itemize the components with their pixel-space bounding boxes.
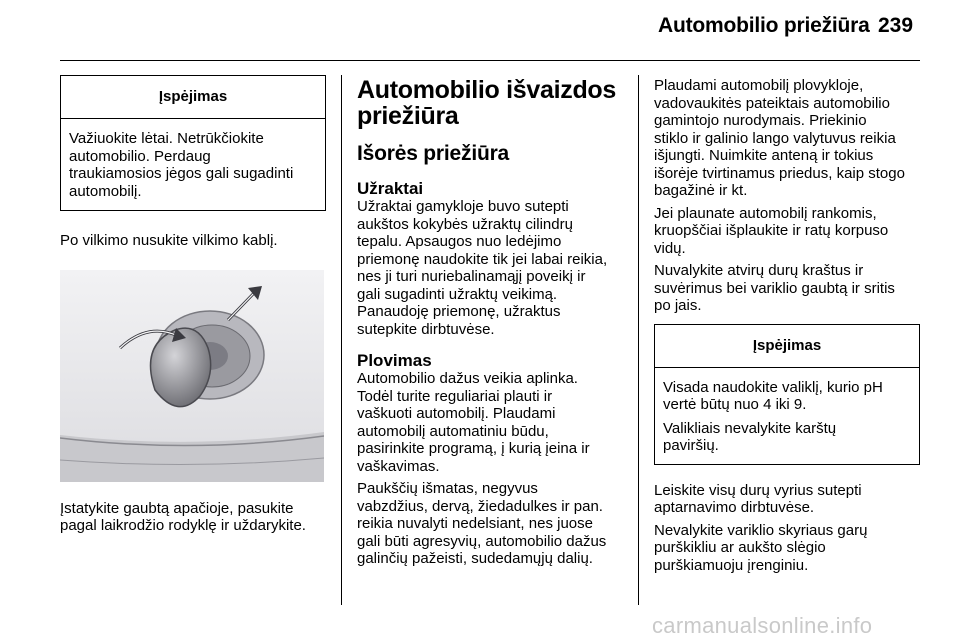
warning-line: automobilio. Perdaug	[69, 147, 211, 165]
engine-line: purškiamuoju įrenginiu.	[654, 556, 809, 574]
header-title: Automobilio priežiūra	[658, 14, 870, 37]
warning-line: Važiuokite lėtai. Netrūkčiokite	[69, 130, 264, 147]
column-divider-1	[341, 75, 342, 605]
washing-line: vaškuoti automobilį. Plaudami	[357, 405, 556, 422]
washing-heading: Plovimas	[357, 351, 432, 370]
washing-line: vaškavimas.	[357, 457, 440, 475]
car-wash-line: bagažinė ir kt.	[654, 182, 748, 199]
doors-line: po jais.	[654, 297, 702, 314]
car-wash-line: Plaudami automobilį plovykloje,	[654, 77, 864, 94]
car-wash-line: vadovaukitės pateiktais automobilio	[654, 94, 890, 112]
doors-line: suvėrimus bei variklio gaubtą ir sritis	[654, 279, 895, 297]
doors-line: Nuvalykite atvirų durų kraštus ir	[654, 262, 864, 279]
caption-line: Įstatykite gaubtą apačioje, pasukite	[60, 499, 294, 517]
warning-title: Įspėjimas	[655, 325, 919, 368]
column-2	[357, 75, 624, 568]
locks-line: tepalu. Apsaugos nuo ledėjimo	[357, 233, 562, 250]
header-rule	[60, 60, 920, 61]
warning-box-cleaner	[654, 324, 920, 465]
cover-drawing	[60, 270, 324, 482]
warning-line: traukiamosios jėgos gali sugadinti	[69, 165, 294, 182]
washing-line: reikia nuvalyti nedelsiant, nes juose	[357, 515, 593, 532]
locks-line: sutepkite dirbtuvėse.	[357, 320, 495, 338]
washing-line: Automobilio dažus veikia aplinka.	[357, 370, 578, 387]
warning-line: Visada naudokite valiklį, kurio pH	[663, 378, 883, 396]
engine-line: Nevalykite variklio skyriaus garų	[654, 521, 868, 539]
hand-wash-line: kruopščiai išplaukite ir ratų korpuso	[654, 222, 889, 239]
subsection-title: Išorės priežiūra	[357, 142, 510, 165]
column-divider-2	[638, 75, 639, 605]
hand-wash-line: vidų.	[654, 239, 686, 257]
locks-line: nes ji turi nuriebalinamąjį poveikį ir	[357, 268, 586, 285]
car-wash-line: stiklo ir galinio lango valytuvus reikia	[654, 129, 896, 147]
engine-line: purškikliu ar aukšto slėgio	[654, 539, 826, 556]
warning-line: paviršių.	[663, 437, 719, 454]
warning-box-towing	[60, 75, 326, 211]
watermark: carmanualsonline.info	[652, 613, 873, 638]
warning-line: automobilį.	[69, 182, 142, 200]
hinges-line: aptarnavimo dirbtuvėse.	[654, 499, 815, 516]
column-1	[60, 75, 324, 535]
locks-line: aukštos kokybės užraktų cilindrų	[357, 215, 573, 233]
car-wash-line: gamintojo nurodymais. Priekinio	[654, 112, 867, 129]
section-title-line: Automobilio išvaizdos	[357, 76, 616, 104]
washing-line: automobilį automatiniu būdu,	[357, 422, 549, 440]
washing-line: pasirinkite programą, į kurią įeina ir	[357, 440, 590, 457]
hand-wash-line: Jei plaunate automobilį rankomis,	[654, 204, 877, 222]
caption-line: pagal laikrodžio rodyklę ir uždarykite.	[60, 517, 306, 534]
locks-line: priemonę naudokite tik jei labai reikia,	[357, 250, 608, 268]
page-number: 239	[878, 14, 914, 37]
warning-line: vertė būtų nuo 4 iki 9.	[663, 396, 807, 413]
warning-line: Valikliais nevalykite karštų	[663, 419, 837, 437]
warning-title: Įspėjimas	[61, 76, 325, 119]
car-wash-line: išjungti. Nuimkite anteną ir tokius	[654, 147, 874, 164]
hinges-line: Leiskite visų durų vyrius sutepti	[654, 481, 862, 499]
washing-line: Todėl turite reguliariai plauti ir	[357, 387, 553, 405]
washing-line: gali būti agresyvių, automobilio dažus	[357, 532, 607, 550]
locks-line: Užraktai gamykloje buvo sutepti	[357, 198, 569, 215]
column-3	[654, 75, 920, 574]
towing-paragraph: Po vilkimo nusukite vilkimo kablį.	[60, 232, 278, 249]
washing-line: vabzdžius, dervą, žiedadulkes ir pan.	[357, 497, 603, 515]
washing-line: Paukščių išmatas, negyvus	[357, 480, 538, 497]
tow-eye-cover-illustration	[60, 270, 324, 482]
section-title-line: priežiūra	[357, 102, 459, 130]
car-wash-line: išorėje tvirtinamus priedus, kaip stogo	[654, 164, 905, 182]
washing-line: galinčių pažeisti, sudedamųjų dalių.	[357, 550, 593, 567]
locks-heading: Užraktai	[357, 179, 424, 198]
locks-line: gali sugadinti užraktų veikimą.	[357, 285, 558, 303]
locks-line: Panaudoję priemonę, užraktus	[357, 303, 561, 320]
